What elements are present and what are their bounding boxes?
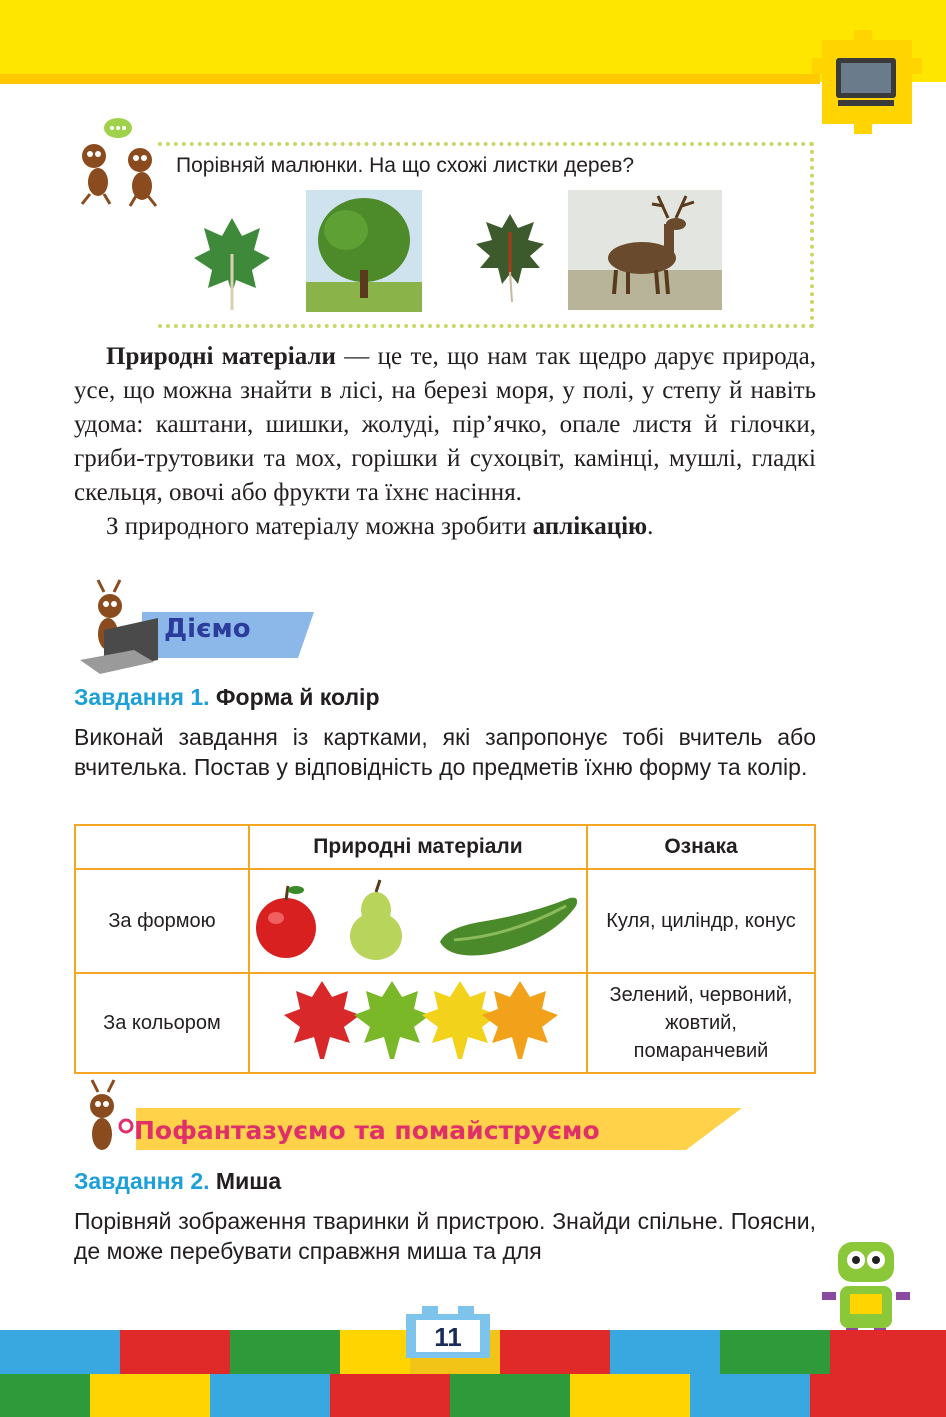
feature-shape: Куля, циліндр, конус [587, 869, 815, 973]
task2-heading [74, 1168, 281, 1195]
top-band-edge [0, 74, 820, 84]
table-header-materials: Природні матеріали [249, 825, 587, 869]
table-header-feature: Ознака [587, 825, 815, 869]
table-row [75, 973, 815, 1073]
definition-text: — це те, що нам так щедро дарує природа, усе, що можна знайти в лісі, на березі моря, у полі, у степу й навіть удома: каштани, шишки, жолуді, пір’ячко, опале листя й гілочки, гриби-трутовики та мох, горішки й сухоцвіт, камінці, мушлі, гладкі скельця, овочі або фрукти та їхнє насіння. [74, 343, 816, 506]
zucchini-icon [440, 898, 577, 956]
task1-title: Форма й колір [215, 684, 380, 710]
deer-photo [568, 190, 722, 310]
task2-text: Порівняй зображення тваринки й пристрою. Знайди спільне. Поясни, де може перебувати справжня миша та для [74, 1208, 816, 1264]
oak-leaf-image [474, 212, 546, 302]
task1-text: Виконай завдання із картками, які запропонує тобі вчитель або вчителька. Постав у відповідність до предметів їхню форму та колір. [74, 724, 816, 780]
autumn-leaves-images [250, 975, 586, 1065]
table-header-empty [75, 825, 249, 869]
row-label-color: За кольором [75, 973, 249, 1073]
orange-leaf-icon [482, 981, 558, 1059]
maple-leaf-image [192, 214, 272, 310]
red-leaf-icon [284, 981, 360, 1059]
definition-term: Природні матеріали [106, 343, 336, 370]
table-header-row [75, 825, 815, 869]
section-create-title: Пофантазуємо та помайструємо [134, 1116, 600, 1145]
top-band [0, 0, 946, 82]
task1-number: Завдання 1. [74, 684, 210, 710]
ants-talking-icon [74, 116, 166, 208]
page-number: 11 [434, 1322, 462, 1352]
tree-photo [306, 190, 422, 312]
definition-paragraph [74, 340, 816, 544]
task2-title: Миша [215, 1168, 282, 1194]
materials-table [74, 824, 816, 1074]
section-act-title: Дiємо [164, 614, 251, 644]
color-images-cell [249, 973, 587, 1073]
row-label-shape: За формою [75, 869, 249, 973]
shape-images-cell [249, 869, 587, 973]
feature-color: Зелений, червоний, жовтий, помаранчевий [587, 973, 815, 1073]
fruit-vegetable-images [250, 870, 586, 966]
second-sentence-end: . [647, 513, 654, 540]
second-sentence-bold: аплікацію [532, 513, 648, 540]
pear-icon [350, 880, 402, 960]
robot-icon [818, 1236, 914, 1340]
computer-puzzle-icon [808, 30, 926, 136]
green-leaf-icon [354, 981, 430, 1059]
apple-icon [256, 886, 316, 958]
second-sentence-start: З природного матеріалу можна зробити [106, 513, 533, 540]
task2-number: Завдання 2. [74, 1168, 210, 1194]
task1-heading [74, 684, 380, 711]
yellow-leaf-icon [422, 981, 498, 1059]
table-row [75, 869, 815, 973]
intro-prompt: Порівняй малюнки. На що схожі листки дерев? [176, 154, 635, 177]
